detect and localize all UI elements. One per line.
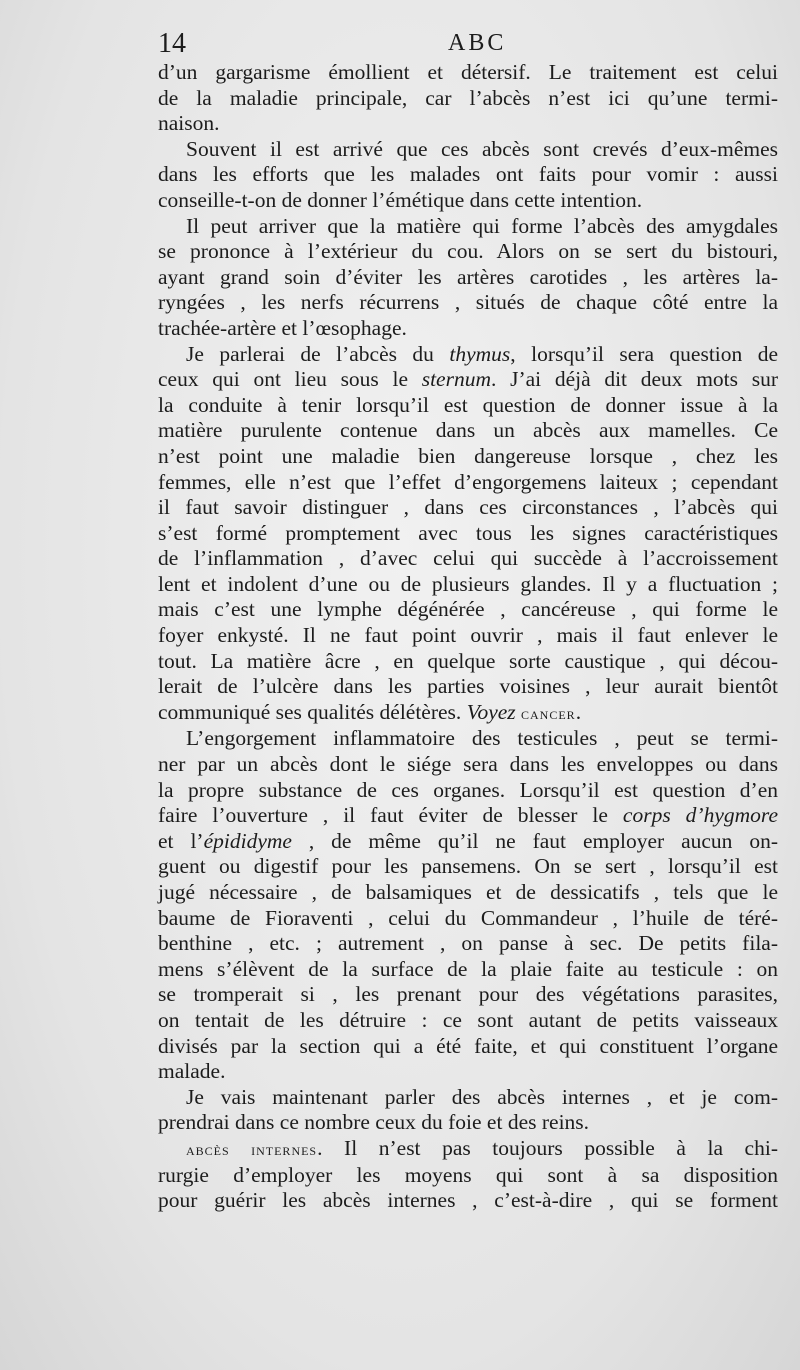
text-line: s’est formé promptement avec tous les signes caractéristiques	[158, 520, 778, 545]
text-line: ner par un abcès dont le siége sera dans les enveloppes ou dans	[158, 752, 778, 777]
text-line: rurgie d’employer les moyens qui sont à sa disposition	[158, 1162, 778, 1187]
text-line: lent et indolent d’une ou de plusieurs glandes. Il y a fluctuation ;	[158, 571, 778, 596]
small-caps-term: abcès internes	[186, 1139, 318, 1159]
text-line: Je vais maintenant parler des abcès internes , et je com-	[186, 1084, 778, 1109]
text-line: ryngées , les nerfs récurrens , situés de chaque côté entre la	[158, 290, 778, 315]
text-run: faire l’ouverture , il faut éviter de blesser le	[158, 803, 623, 828]
text-line: baume de Fioraventi , celui du Commandeur , l’huile de téré-	[158, 905, 778, 930]
text-line: pour guérir les abcès internes , c’est-à-dire , qui se forment	[158, 1188, 778, 1213]
text-line: matière purulente contenue dans un abcès aux mamelles. Ce	[158, 418, 778, 443]
text-line	[158, 342, 778, 368]
text-line: conseille-t-on de donner l’émétique dans cette intention.	[158, 187, 643, 212]
text-line: dans les efforts que les malades ont faits pour vomir : aussi	[158, 162, 778, 187]
text-line: benthine , etc. ; autrement , on panse à sec. De petits fila-	[158, 931, 778, 956]
text-line: trachée-artère et l’œsophage.	[158, 315, 407, 340]
text-line: mais c’est une lymphe dégénérée , cancéreuse , qui forme le	[158, 597, 778, 622]
text-line	[158, 803, 778, 829]
text-line: se tromperait si , les prenant pour des végétations parasites,	[158, 982, 778, 1007]
italic-term: épididyme	[203, 828, 292, 853]
text-line: foyer enkysté. Il ne faut point ouvrir , mais il faut enlever le	[158, 623, 778, 648]
text-run: communiqué ses qualités délétères.	[158, 699, 467, 724]
page-number: 14	[158, 28, 186, 59]
text-run: Je parlerai de l’abcès du	[186, 341, 450, 366]
text-line	[158, 700, 778, 727]
text-line: prendrai dans ce nombre ceux du foie et des reins.	[158, 1110, 590, 1135]
text-line	[158, 1136, 778, 1163]
text-line: mens s’élèvent de la surface de la plaie faite au testicule : on	[158, 956, 778, 981]
text-line: L’engorgement inflammatoire des testicules , peut se termi-	[186, 726, 778, 751]
text-line: la propre substance de ces organes. Lorsqu’il est question d’en	[158, 777, 778, 802]
text-run: et l’	[158, 828, 204, 853]
text-line: on tentait de les détruire : ce sont autant de petits vaisseaux	[158, 1007, 778, 1032]
text-line: ayant grand soin d’éviter les artères carotides , les artères la-	[158, 264, 778, 289]
italic-term: thymus	[449, 341, 511, 366]
text-line: malade.	[158, 1059, 226, 1084]
text-line: se prononce à l’extérieur du cou. Alors on se sert du bistouri,	[158, 239, 778, 264]
text-line: il faut savoir distinguer , dans ces circonstances , l’abcès qui	[158, 495, 778, 520]
small-caps-term: cancer	[521, 703, 576, 723]
text-line: de la maladie principale, car l’abcès n’est ici qu’une termi-	[158, 85, 778, 110]
text-line: guent ou digestif pour les pansemens. On se sert , lorsqu’il est	[158, 854, 778, 879]
text-run: , de même qu’il ne faut employer aucun on-	[291, 828, 778, 853]
text-line	[158, 367, 778, 393]
text-line: naison.	[158, 111, 220, 136]
text-line: Il peut arriver que la matière qui forme l’abcès des amygdales	[186, 213, 778, 238]
italic-term: Voyez	[466, 699, 516, 724]
italic-term: corps d’hygmore	[622, 803, 779, 828]
text-line: n’est point une maladie bien dangereuse lorsque , chez les	[158, 443, 778, 468]
text-line	[158, 829, 778, 855]
text-line: divisés par la section qui a été faite, et qui constituent l’organe	[158, 1033, 778, 1058]
text-line: d’un gargarisme émollient et détersif. Le traitement est celui	[158, 60, 778, 84]
text-line: Souvent il est arrivé que ces abcès sont crevés d’eux-mêmes	[186, 136, 778, 161]
text-body	[158, 60, 778, 1214]
running-title: ABC	[448, 30, 507, 56]
text-run: ceux qui ont lieu sous le	[158, 367, 422, 392]
text-line: tout. La matière âcre , en quelque sorte caustique , qui décou-	[158, 648, 778, 673]
text-run: .	[575, 699, 582, 724]
text-line: lerait de l’ulcère dans les parties voisines , leur aurait bientôt	[158, 674, 778, 699]
page-header	[158, 28, 778, 58]
text-line: jugé nécessaire , de balsamiques et de dessicatifs , tels que le	[158, 880, 778, 904]
text-run: . J’ai déjà dit deux mots sur	[491, 367, 778, 392]
text-line: femmes, elle n’est que l’effet d’engorgemens laiteux ; cependant	[158, 469, 778, 494]
text-line: de l’inflammation , d’avec celui qui succède à l’accroissement	[158, 546, 778, 571]
italic-term: sternum	[421, 367, 491, 392]
text-line: la conduite à tenir lorsqu’il est question de donner issue à la	[158, 392, 778, 417]
text-run: , lorsqu’il sera question de	[510, 341, 778, 366]
text-run: . Il n’est pas toujours possible à la chi-	[317, 1135, 778, 1160]
